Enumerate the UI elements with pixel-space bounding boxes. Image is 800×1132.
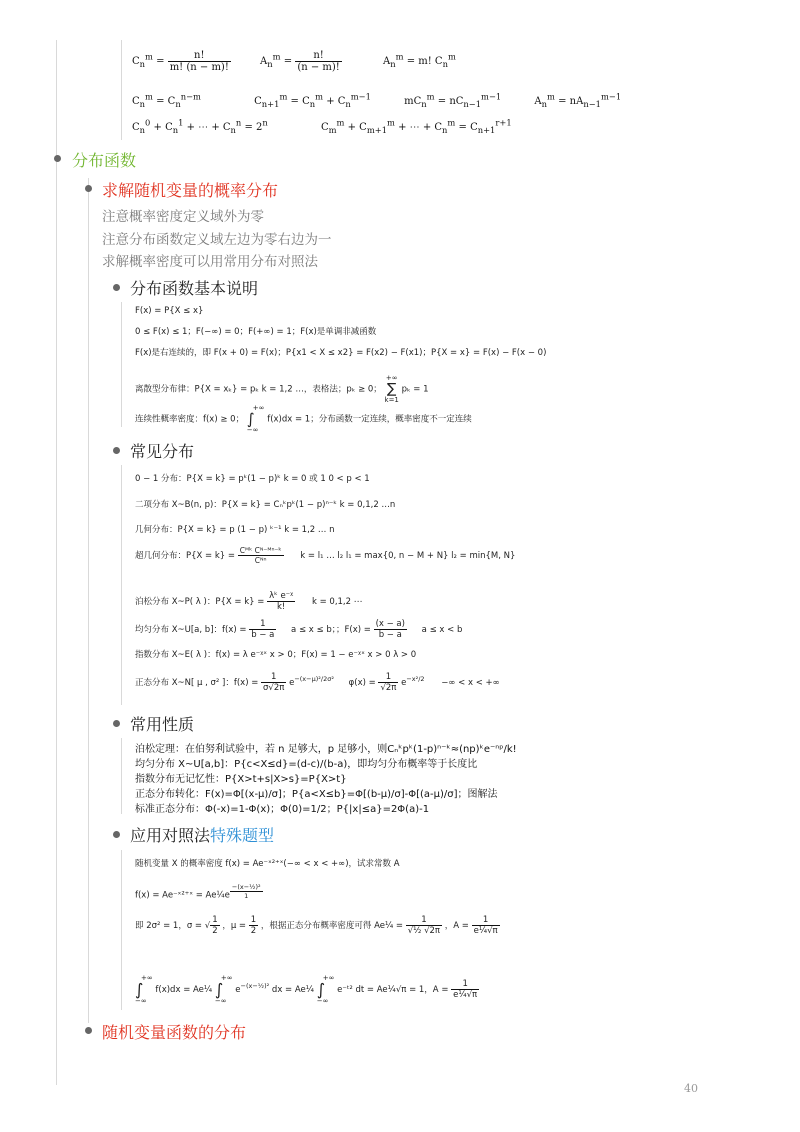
- note-line-2: 注意分布函数定义域左边为零右边为一: [102, 232, 332, 248]
- bullet-dist-func: [54, 155, 61, 162]
- comb-row-3: $C_n^0 + C_n^1$ + ⋯ + $C_n^n = 2^n$ $C_m^m + C_{m+1}^m$ + ⋯ + $C_n^m = C_{n+1}^{r+1}$: [132, 118, 512, 136]
- prop-line-2: 均匀分布 X~U[a,b]：P{c<X≤d}=(d-c)/(b-a)，即均匀分布概率等于长度比: [135, 759, 478, 770]
- comparison-line-4: +∞ ∫ −∞ f(x)dx = Ae¼ +∞ ∫ −∞ $e^{-(x-\frac{1}{2})^2}$ dx = Ae¼ +∞ ∫ −∞ e⁻ᵗ² dt = Ae¼√π = 1，A = $\frac{1}{\text{e¼√π}}$: [135, 974, 478, 1005]
- comb-row-1: $C_n^m$ = $\frac{n!}{m! (n - m)!}$ $A_n^m$ = $\frac{n!}{(n - m)!}$ $A_n^m = m$! $C_n^m$: [132, 50, 456, 73]
- note-line-1: 注意概率密度定义域外为零: [102, 209, 264, 225]
- topic-title-comparison[interactable]: 应用对照法特殊题型: [130, 826, 275, 845]
- prop-line-5: 标准正态分布：Φ(-x)=1-Φ(x)；Φ(0)=1/2；P{|x|≤a}=2Φ(a)-1: [135, 804, 430, 815]
- section-title-dist-func[interactable]: 分布函数: [72, 151, 137, 170]
- comparison-line-3: 即 2σ² = 1，σ = √ $\frac{1}{2}$ ，μ = $\frac{1}{2}$ ，根据正态分布概率密度可得 Ae¼ = $\frac{1}{\text{√½ √2π}}$ ，A = $\frac{1}{\text{e¼√π}}$: [135, 915, 498, 936]
- bullet-properties: [113, 720, 120, 727]
- basics-line-1: F(x) = P{X ≤ x}: [135, 306, 204, 316]
- basics-line-5: 连续性概率密度：f(x) ≥ 0； +∞ ∫ −∞ f(x)dx = 1；分布函数一定连续，概率密度不一定连续: [135, 404, 472, 434]
- bullet-basics: [113, 284, 120, 291]
- outline-guide-2: [88, 178, 89, 1023]
- common-line-normal: 正态分布 X~N[ μ , σ² ]：f(x) = $\frac{1}{\sigma√2\pi}$ $e^{-(x-\mu)^2/2\sigma^2}$ φ(x) = $\frac{1}{√2\pi}$ $e^{-x^2/2}$ −∞ < x < +∞: [135, 672, 500, 693]
- common-line-uniform: 均匀分布 X~U[a, b]：f(x) = $\frac{1}{b - a}$ a ≤ x ≤ b；；F(x) = $\frac{(x - a)}{b - a}$ a ≤ x < b: [135, 619, 463, 640]
- outline-guide-3: [121, 40, 122, 140]
- basics-line-2: 0 ≤ F(x) ≤ 1；F(−∞) = 0；F(+∞) = 1；F(x)是单调非减函数: [135, 327, 377, 337]
- basics-line-4: 离散型分布律：P{X = xₖ} = pₖ k = 1,2 …，表格法；pₖ ≥ 0； +∞ ∑ k=1 pₖ = 1: [135, 374, 429, 404]
- outline-guide-1: [56, 40, 57, 1085]
- prop-line-3: 指数分布无记忆性：P{X>t+s|X>s}=P{X>t}: [135, 774, 347, 785]
- outline-guide-6: [121, 738, 122, 814]
- bullet-comparison: [113, 831, 120, 838]
- common-line-geometric: 几何分布：P{X = k} = p (1 − p) ᵏ⁻¹ k = 1,2 … n: [135, 525, 335, 535]
- common-line-binomial: 二项分布 X~B(n, p)：P{X = k} = Cₙᵏpᵏ(1 − p)ⁿ⁻ᵏ k = 0,1,2 …n: [135, 500, 396, 510]
- outline-guide-5: [121, 465, 122, 705]
- page-number: 40: [684, 1082, 698, 1095]
- topic-title-basics[interactable]: 分布函数基本说明: [130, 279, 259, 298]
- topic-title-properties[interactable]: 常用性质: [130, 715, 195, 734]
- common-line-hypergeometric: 超几何分布：P{X = k} = $\frac{\text{Cᴹᵏ Cᴺ⁻ᴹⁿ⁻ᵏ}}{\text{Cᴺⁿ}}$ k = l₁ … l₂ l₁ = max{0, n − M + N} l₂ = min{M, N}: [135, 546, 516, 565]
- common-line-exponential: 指数分布 X~E( λ )：f(x) = λ e⁻ᵡˣ x > 0；F(x) = 1 − e⁻ᵡˣ x > 0 λ > 0: [135, 650, 417, 660]
- bullet-prob-dist: [85, 185, 92, 192]
- comparison-line-1: 随机变量 X 的概率密度 f(x) = Ae⁻ˣ²⁺ˣ(−∞ < x < +∞)，试求常数 A: [135, 859, 400, 869]
- topic-title-common[interactable]: 常见分布: [130, 442, 195, 461]
- common-line-poisson: 泊松分布 X~P( λ )：P{X = k} = $\frac{\text{λᵏ e⁻ᵡ}}{k!}$ k = 0,1,2 ⋯: [135, 591, 363, 612]
- outline-guide-4: [121, 302, 122, 427]
- common-line-bernoulli: 0 − 1 分布：P{X = k} = pᵏ(1 − p)ᵏ k = 0 或 1 0 < p < 1: [135, 474, 370, 484]
- special-topic-link[interactable]: 特殊题型: [210, 826, 275, 845]
- basics-line-3: F(x)是右连续的，即 F(x + 0) = F(x)；P{x1 < X ≤ x2} = F(x2) − F(x1)；P{X = x} = F(x) − F(x − 0): [135, 348, 547, 358]
- bullet-rv-function: [85, 1027, 92, 1034]
- subsection-title-prob-dist[interactable]: 求解随机变量的概率分布: [102, 181, 279, 200]
- prop-line-4: 正态分布转化：F(x)=Φ[(x-μ)/σ]；P{a<X≤b}=Φ[(b-μ)/σ]-Φ[(a-μ)/σ]；图解法: [135, 789, 498, 800]
- subsection-title-rv-function[interactable]: 随机变量函数的分布: [102, 1023, 247, 1042]
- comb-row-2: $C_n^m = C_n^{n-m}$ $C_{n+1}^m = C_n^m + C_n^{m-1}$ $mC_n^m = nC_{n-1}^{m-1}$ $A_n^m = nA_{n-1}^{m-1}$: [132, 92, 622, 110]
- bullet-common: [113, 447, 120, 454]
- comparison-line-2: f(x) = Ae⁻ˣ²⁺ˣ = Ae¼e $^{\frac{\text{−(x−½)²}}{1}}$: [135, 883, 261, 901]
- outline-guide-7: [121, 850, 122, 1010]
- note-line-3: 求解概率密度可以用常用分布对照法: [102, 254, 318, 270]
- prop-line-1: 泊松定理：在伯努利试验中，若 n 足够大，p 足够小，则Cₙᵏpᵏ(1-p)ⁿ⁻ᵏ≈(np)ᵏe⁻ⁿᵖ/k!: [135, 744, 517, 755]
